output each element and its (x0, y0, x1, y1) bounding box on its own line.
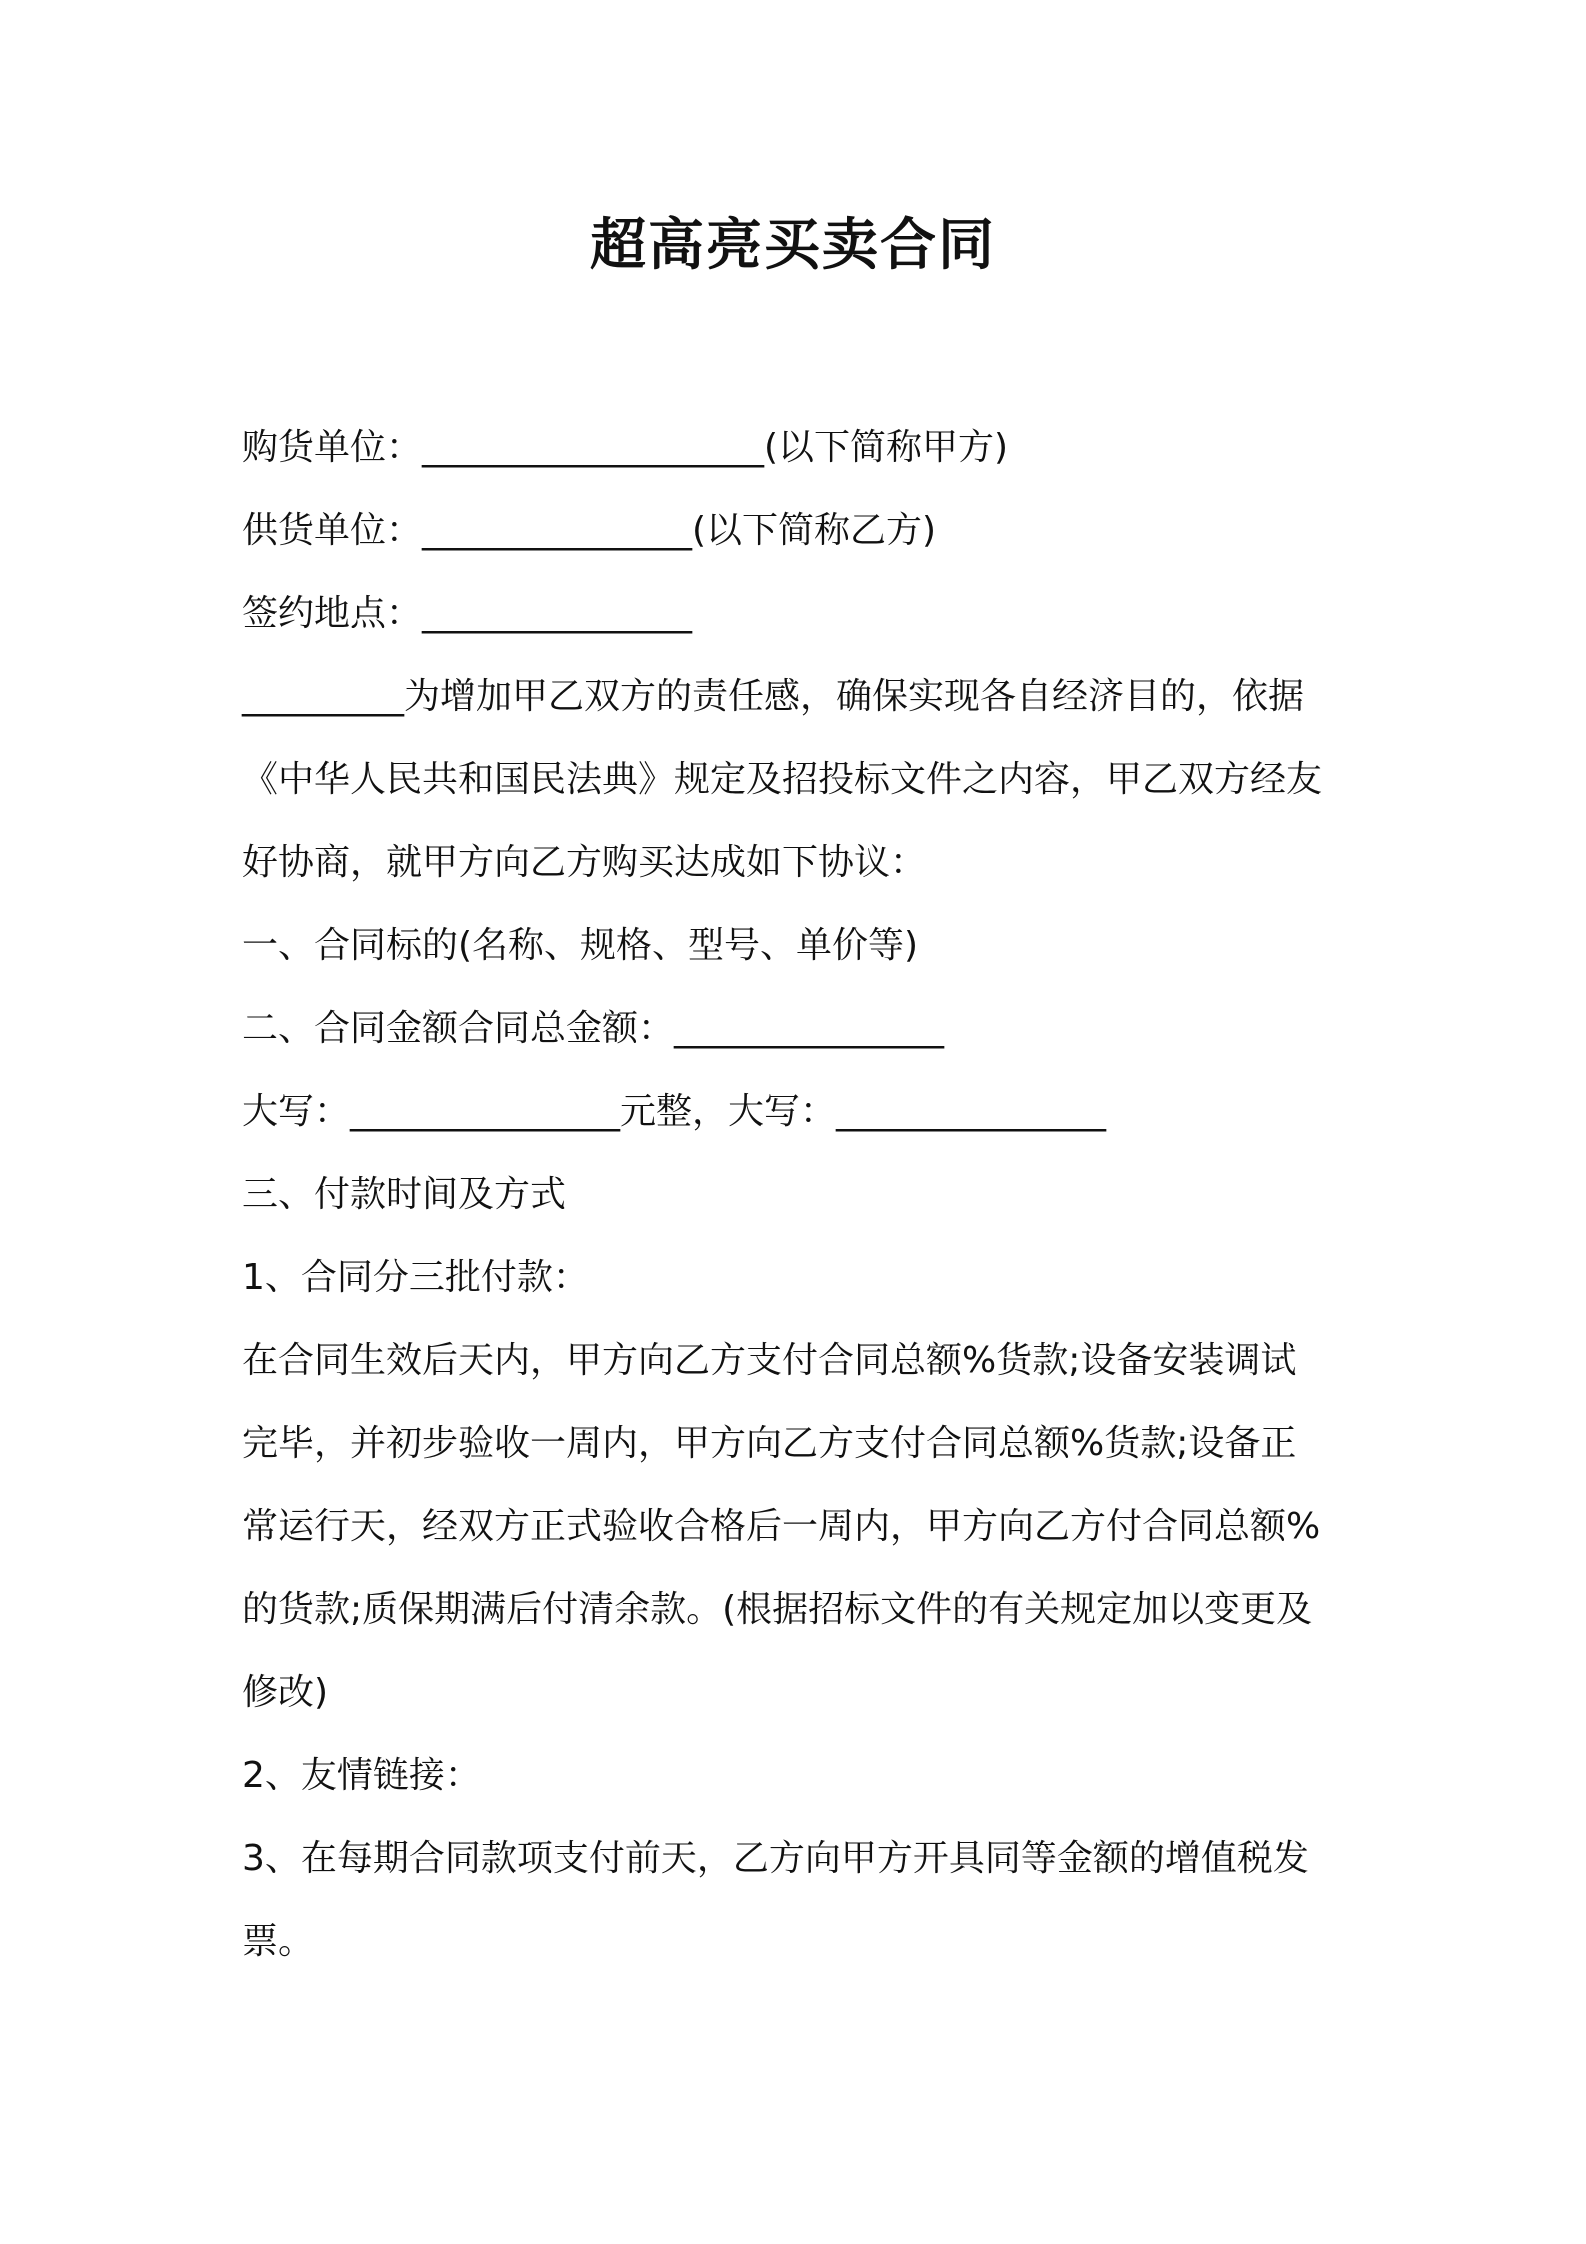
section-3-heading: 三、付款时间及方式 (242, 1174, 567, 1215)
signing-place-line: 签约地点：_______________ (242, 593, 693, 634)
clause-1-text-line-4: 的货款;质保期满后付清余款。(根据招标文件的有关规定加以变更及 (242, 1589, 1313, 1630)
preamble-line-1: _________为增加甲乙双方的责任感，确保实现各自经济目的，依据 (242, 676, 1305, 717)
clause-2-heading: 2、友情链接： (242, 1755, 481, 1796)
amount-in-words-line: 大写：_______________元整，大写：_______________ (242, 1091, 1107, 1132)
clause-1-heading: 1、合同分三批付款： (242, 1257, 589, 1298)
clause-3-text-line-2: 票。 (242, 1921, 315, 1962)
section-1-heading: 一、合同标的(名称、规格、型号、单价等) (242, 925, 919, 966)
clause-1-text-line-2: 完毕，并初步验收一周内，甲方向乙方支付合同总额%货款;设备正 (242, 1423, 1297, 1464)
preamble-line-2: 《中华人民共和国民法典》规定及招投标文件之内容，甲乙双方经友 (242, 759, 1323, 800)
clause-1-text-line-3: 常运行天，经双方正式验收合格后一周内，甲方向乙方付合同总额% (242, 1506, 1321, 1547)
clause-1-text-line-5: 修改) (242, 1672, 329, 1713)
clause-3-text-line-1: 3、在每期合同款项支付前天，乙方向甲方开具同等金额的增值税发 (242, 1838, 1309, 1879)
supplier-line: 供货单位：_______________(以下简称乙方) (242, 510, 937, 551)
document-title: 超高亮买卖合同 (590, 213, 996, 278)
document-body (242, 406, 1362, 1983)
purchaser-line: 购货单位：___________________(以下简称甲方) (242, 427, 1009, 468)
preamble-line-3: 好协商，就甲方向乙方购买达成如下协议： (242, 842, 927, 883)
section-2-heading: 二、合同金额合同总金额：_______________ (242, 1008, 945, 1049)
clause-1-text-line-1: 在合同生效后天内，甲方向乙方支付合同总额%货款;设备安装调试 (242, 1340, 1297, 1381)
